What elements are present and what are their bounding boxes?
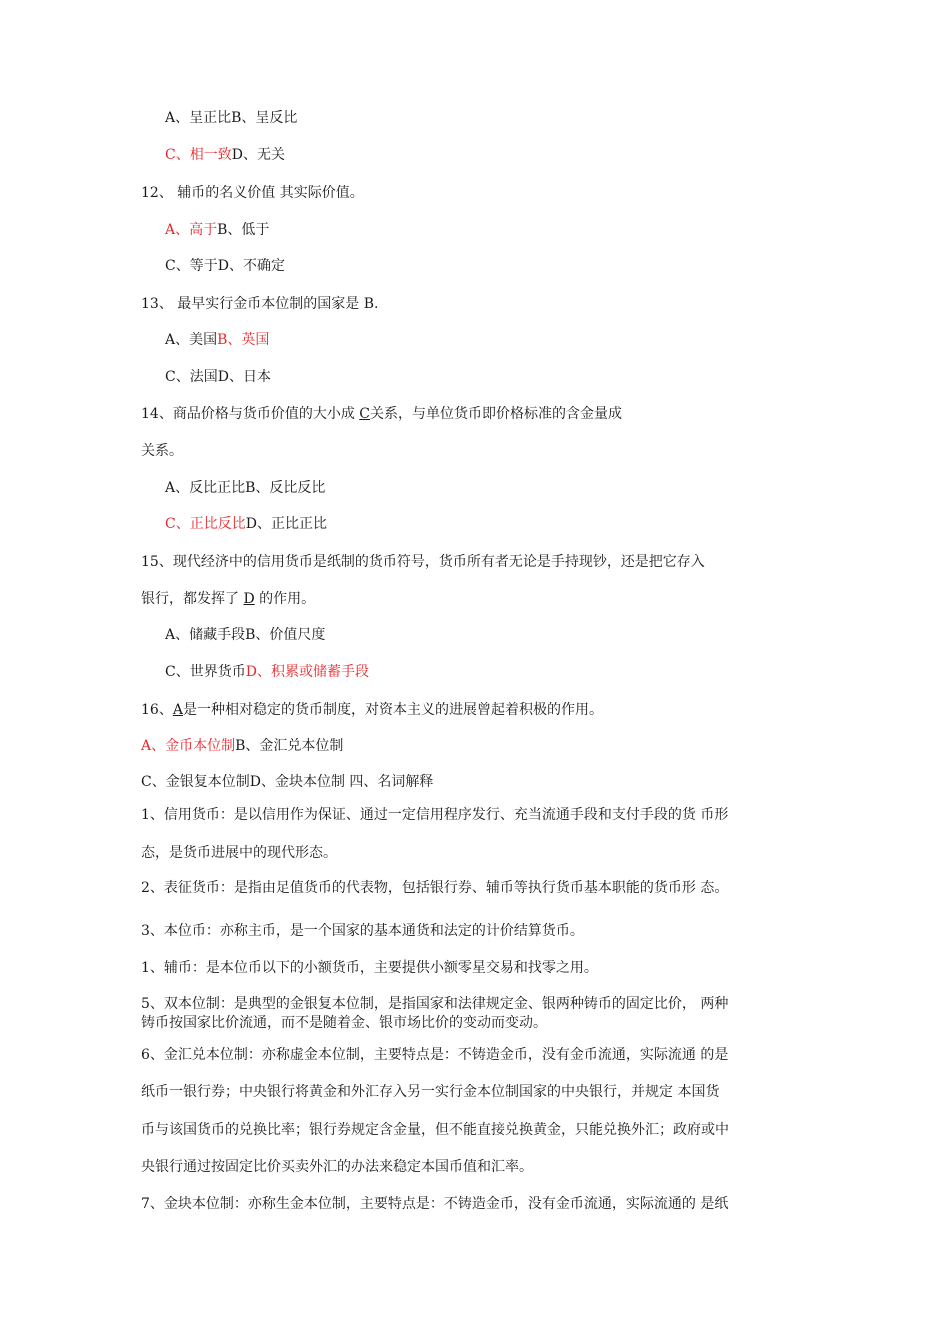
q14-option-b: B、反比反比 bbox=[245, 480, 326, 496]
q16-option-c: C、金银复本位制 bbox=[141, 774, 250, 790]
term-6-line4: 央银行通过按固定比价买卖外汇的办法来稳定本国币值和汇率。 bbox=[141, 1159, 533, 1175]
term-4: 1、辅币：是本位币以下的小额货币，主要提供小额零星交易和找零之用。 bbox=[141, 960, 598, 976]
q12-option-c: C、等于 bbox=[165, 258, 218, 274]
q12-option-b: B、低于 bbox=[217, 222, 270, 238]
q16-stem bbox=[141, 701, 821, 719]
q11-option-c-answer: C、相一致 bbox=[165, 147, 232, 163]
q11-option-d: D、无关 bbox=[231, 147, 285, 163]
term-1-line2: 态，是货币进展中的现代形态。 bbox=[141, 845, 337, 861]
term-3: 3、本位币：亦称主币，是一个国家的基本通货和法定的计价结算货币。 bbox=[141, 923, 584, 939]
q15-option-d-answer: D、积累或储蓄手段 bbox=[245, 664, 369, 680]
q13-stem: 13、 最早实行金币本位制的国家是 B. bbox=[141, 296, 379, 312]
q14-option-a: A、反比正比 bbox=[165, 480, 246, 496]
q13-option-c: C、法国 bbox=[165, 369, 218, 385]
q16-options-cd bbox=[141, 773, 821, 791]
term-6-line1: 6、金汇兑本位制：亦称虚金本位制，主要特点是：不铸造金币，没有金币流通，实际流通 的是 bbox=[141, 1047, 729, 1063]
term-2: 2、表征货币：是指由足值货币的代表物，包括银行券、辅币等执行货币基本职能的货币形 态。 bbox=[141, 880, 729, 896]
q13-option-d: D、日本 bbox=[217, 369, 271, 385]
term-6-line3: 币与该国货币的兑换比率；银行券规定含金量，但不能直接兑换黄金，只能兑换外汇；政府或中 bbox=[141, 1122, 729, 1138]
q15-stem-line2 bbox=[141, 590, 821, 608]
section-heading: 四、名词解释 bbox=[344, 774, 434, 790]
q14-option-c-answer: C、正比反比 bbox=[165, 516, 246, 532]
q15-stem-line1: 15、现代经济中的信用货币是纸制的货币符号，货币所有者无论是手持现钞，还是把它存入 bbox=[141, 554, 705, 570]
q14-stem-part: 14、商品价格与货币价值的大小成 bbox=[141, 406, 360, 422]
term-5-line2: 铸币按国家比价流通，而不是随着金、银市场比价的变动而变动。 bbox=[141, 1015, 547, 1031]
q11-options-cd bbox=[165, 146, 845, 164]
q14-options-ab bbox=[165, 479, 845, 497]
q11-option-a: A、呈正比 bbox=[165, 110, 232, 126]
q16-options-ab bbox=[141, 737, 821, 755]
q14-stem bbox=[141, 405, 821, 423]
q12-options-cd bbox=[165, 257, 845, 275]
q14-option-d: D、正比正比 bbox=[245, 516, 327, 532]
q13-option-a: A、美国 bbox=[165, 332, 218, 348]
q16-answer-blank: A bbox=[172, 702, 183, 718]
q14-options-cd bbox=[165, 515, 845, 533]
term-7-line1: 7、金块本位制：亦称生金本位制，主要特点是：不铸造金币，没有金币流通，实际流通的 是纸 bbox=[141, 1196, 729, 1212]
q12-option-a-answer: A、高于 bbox=[165, 222, 218, 238]
q12-stem: 12、 辅币的名义价值 其实际价值。 bbox=[141, 185, 364, 201]
term-5-line1: 5、双本位制：是典型的金银复本位制，是指国家和法律规定金、银两种铸币的固定比价， 两种 bbox=[141, 996, 729, 1012]
q15-stem-part: 银行，都发挥了 bbox=[141, 591, 244, 607]
q13-options-cd bbox=[165, 368, 845, 386]
q13-options-ab bbox=[165, 331, 845, 349]
q15-stem-part: 的作用。 bbox=[254, 591, 316, 607]
q15-options-ab bbox=[165, 626, 845, 644]
q11-option-b: B、呈反比 bbox=[231, 110, 298, 126]
q15-options-cd bbox=[165, 663, 845, 681]
term-1-line1: 1、信用货币：是以信用作为保证、通过一定信用程序发行、充当流通手段和支付手段的货 币形 bbox=[141, 807, 729, 823]
q16-option-a-answer: A、金币本位制 bbox=[141, 738, 236, 754]
q14-stem-line2: 关系。 bbox=[141, 443, 183, 459]
q14-answer-blank: C bbox=[359, 406, 370, 422]
q16-option-d: D、金块本位制 bbox=[249, 774, 345, 790]
q16-option-b: B、金汇兑本位制 bbox=[235, 738, 344, 754]
term-6-line2: 纸币一银行券；中央银行将黄金和外汇存入另一实行金本位制国家的中央银行，并规定 本国货 bbox=[141, 1084, 720, 1100]
q13-option-b-answer: B、英国 bbox=[217, 332, 270, 348]
q15-option-b: B、价值尺度 bbox=[245, 627, 326, 643]
q16-stem-part: 是一种相对稳定的货币制度，对资本主义的进展曾起着积极的作用。 bbox=[182, 702, 603, 718]
q12-options-ab bbox=[165, 221, 845, 239]
q15-answer-blank: D bbox=[243, 591, 255, 607]
q11-options-ab bbox=[165, 109, 845, 127]
q15-option-c: C、世界货币 bbox=[165, 664, 246, 680]
q14-stem-part: 关系，与单位货币即价格标准的含金量成 bbox=[369, 406, 622, 422]
q12-option-d: D、不确定 bbox=[217, 258, 285, 274]
q16-stem-part: 16、 bbox=[141, 702, 173, 718]
q15-option-a: A、储藏手段 bbox=[165, 627, 246, 643]
